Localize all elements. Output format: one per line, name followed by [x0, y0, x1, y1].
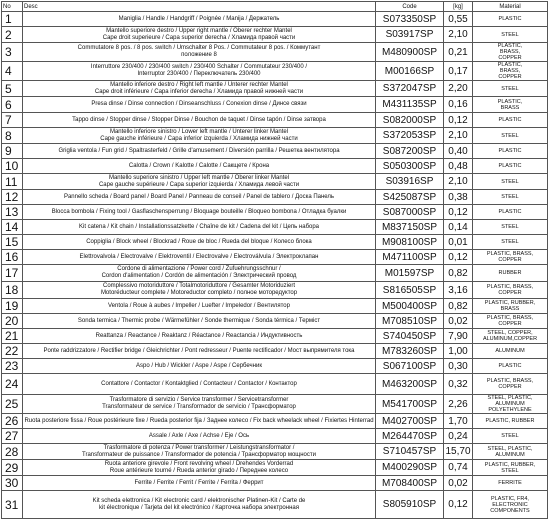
row-material-line: STEEL, PLASTIC,: [487, 445, 533, 452]
row-weight: 0,30: [444, 359, 473, 374]
row-material-line: STEEL, PLASTIC,: [487, 395, 533, 401]
row-weight: 2,10: [444, 27, 473, 43]
header-kg: [kg]: [444, 2, 473, 12]
row-description-line: Interruptor 230/400 / Переключатель 230/400: [137, 71, 261, 77]
table-row: [2, 113, 548, 128]
table-row: [2, 491, 548, 519]
row-material-line: COPPER: [498, 74, 522, 80]
row-material-line: PLASTIC: [498, 117, 522, 123]
row-material: [473, 414, 548, 429]
row-weight: 1,70: [444, 414, 473, 429]
row-material-line: PLASTIC, BRASS,: [486, 378, 534, 384]
row-weight: 0,82: [444, 265, 473, 282]
row-material-line: STEEL: [501, 178, 519, 185]
row-number: 3: [2, 43, 23, 62]
row-description: [23, 476, 376, 491]
row-code: S372053SP: [376, 128, 444, 144]
row-description: [23, 220, 376, 235]
row-material-line: STEEL: [501, 239, 519, 245]
row-number: 25: [2, 395, 23, 414]
table-row: [2, 329, 548, 344]
row-material: [473, 159, 548, 174]
row-description-line: Calotta / Crown / Kalotte / Calotte / Сакщете / Крона: [128, 162, 270, 169]
table-row: [2, 250, 548, 265]
row-description: [23, 429, 376, 444]
row-description: [23, 299, 376, 314]
row-number: 22: [2, 344, 23, 359]
row-material-line: ELECTRONIC: [492, 501, 528, 508]
row-number: 23: [2, 359, 23, 374]
row-description: [23, 314, 376, 329]
row-weight: 0,12: [444, 205, 473, 220]
row-description-line: Interruttore 230/400 / 230/400 switch / 230/400 Schalter / Commutateur 230/400 /: [90, 64, 308, 70]
row-description-line: Ferrite / Ferrite / Ferrit / Ferrite / Ferrita / Феррит: [134, 479, 264, 486]
row-material-line: PLASTIC, RUBBER,: [484, 461, 536, 468]
row-code: M708400SP: [376, 476, 444, 491]
table-row: [2, 174, 548, 190]
row-material-line: PLASTIC, RUBBER,: [484, 300, 536, 306]
row-material-line: COPPER: [498, 55, 522, 61]
row-description: [23, 374, 376, 395]
row-material: [473, 359, 548, 374]
table-row: [2, 62, 548, 81]
row-material: [473, 220, 548, 235]
row-weight: 2,26: [444, 395, 473, 414]
row-material: [473, 429, 548, 444]
header-desc: Desc: [23, 2, 376, 12]
row-material-line: PLASTIC: [498, 16, 522, 22]
row-description: [23, 12, 376, 27]
row-description: [23, 250, 376, 265]
row-description: [23, 97, 376, 113]
row-description-line: Cape droit inférieure / Capa inferior derecha / Хламида правой нижней части: [94, 88, 304, 95]
row-material-line: PLASTIC: [498, 163, 522, 169]
row-material-line: PLASTIC, RUBBER: [485, 418, 535, 424]
row-description-line: Commutatore 8 pos. / 8 pos. switch / Umschalter 8 Pos. / Commutateur 8 pos. / Коммутант: [77, 45, 321, 51]
row-material-line: STEEL, COPPER,: [487, 330, 533, 336]
row-weight: 0,48: [444, 159, 473, 174]
row-code: M908100SP: [376, 235, 444, 250]
row-description: [23, 43, 376, 62]
row-material: [473, 81, 548, 97]
row-material: [473, 374, 548, 395]
row-number: 18: [2, 282, 23, 299]
row-material: [473, 491, 548, 519]
row-number: 11: [2, 174, 23, 190]
row-number: 29: [2, 460, 23, 476]
table-row: [2, 27, 548, 43]
table-body: [2, 12, 548, 519]
row-material-line: POLYETHYLENE: [488, 407, 532, 413]
row-material-line: FERRITE: [498, 480, 522, 486]
row-weight: 0,38: [444, 190, 473, 205]
row-description-line: Transformateur de puissance / Transformador de potencia / Трансформатор мощности: [82, 451, 316, 458]
row-material-line: PLASTIC,: [497, 98, 523, 105]
row-description: [23, 62, 376, 81]
row-number: 20: [2, 314, 23, 329]
row-weight: 0,01: [444, 235, 473, 250]
table-header-row: [2, 2, 548, 12]
row-number: 16: [2, 250, 23, 265]
row-description-line: Coppiglia / Block wheel / Blockrad / Roue de bloc / Rueda del bloque / Колесо блока: [86, 238, 312, 245]
row-code: M01597SP: [376, 265, 444, 282]
row-material-line: PLASTIC, BRASS,: [486, 315, 534, 321]
row-material: [473, 12, 548, 27]
row-description: [23, 144, 376, 159]
row-code: S067100SP: [376, 359, 444, 374]
row-number: 19: [2, 299, 23, 314]
row-description: [23, 344, 376, 359]
row-material-line: COPPER: [498, 290, 522, 296]
row-description: [23, 329, 376, 344]
row-weight: 3,16: [444, 282, 473, 299]
row-code: M708510SP: [376, 314, 444, 329]
row-material-line: COPPER: [498, 321, 522, 327]
table-row: [2, 444, 548, 460]
row-description-line: Tappo dinse / Stopper dinse / Stopper Dinse / Bouchon de taquet / Dinse tapón / Dinse затвора: [72, 116, 326, 123]
row-description-line: Trasformatore di servizio / Service transformer / Servicetransformer: [109, 397, 289, 403]
row-material: [473, 235, 548, 250]
row-material: [473, 344, 548, 359]
table-row: [2, 395, 548, 414]
row-material-line: COPPER: [498, 384, 522, 390]
row-material-line: STEEL: [501, 132, 519, 139]
row-code: M400290SP: [376, 460, 444, 476]
table-row: [2, 429, 548, 444]
table-row: [2, 374, 548, 395]
row-description: [23, 395, 376, 414]
row-weight: 0,16: [444, 97, 473, 113]
row-material: [473, 43, 548, 62]
table-row: [2, 314, 548, 329]
row-material: [473, 395, 548, 414]
parts-table: [1, 1, 548, 519]
row-description-line: Mantello inferiore destro / Right left mantle / Unterer rechter Mantel: [110, 81, 288, 88]
row-material-line: STEEL: [501, 467, 519, 474]
row-material: [473, 190, 548, 205]
row-number: 4: [2, 62, 23, 81]
row-number: 5: [2, 81, 23, 97]
row-code: S816505SP: [376, 282, 444, 299]
row-weight: 0,02: [444, 476, 473, 491]
row-description-line: Trasformatore di potenza / Power transformer / Leistungstransformator /: [103, 444, 295, 451]
row-code: S805910SP: [376, 491, 444, 519]
row-number: 27: [2, 429, 23, 444]
row-material: [473, 113, 548, 128]
row-material: [473, 144, 548, 159]
row-description-line: Cape droit superieure / Capa superior derecha / Хламида правой части: [102, 34, 296, 41]
row-material-line: PLASTIC, BRASS,: [486, 284, 534, 290]
row-description: [23, 174, 376, 190]
row-description-line: Cape gauche inférieure / Capa inferior izquierda / Хламида нижней части: [100, 135, 298, 142]
row-code: M783260SP: [376, 344, 444, 359]
row-number: 9: [2, 144, 23, 159]
row-material: [473, 250, 548, 265]
table-row: [2, 299, 548, 314]
row-material-line: COMPONENTS: [490, 507, 530, 514]
row-material-line: ALUMINUM: [495, 348, 525, 354]
row-description-line: Ventola / Roue à aubes / Impeller / Luefter / Impeledor / Вентилятор: [108, 302, 290, 309]
row-weight: 2,10: [444, 174, 473, 190]
row-description: [23, 190, 376, 205]
row-description: [23, 359, 376, 374]
row-description-line: Complessivo motoriduttore / Totalmotoriduttore / Gesamter Motoriduziert: [103, 283, 295, 289]
row-number: 17: [2, 265, 23, 282]
row-code: S372047SP: [376, 81, 444, 97]
row-weight: 7,90: [444, 329, 473, 344]
table-row: [2, 128, 548, 144]
row-material-line: PLASTIC: [498, 148, 522, 154]
row-description-line: Presa dinse / Dinse connection / Dinseanschluss / Conexion dinse / Динсе связи: [91, 101, 307, 107]
row-code: M402700SP: [376, 414, 444, 429]
row-description: [23, 265, 376, 282]
row-code: M264470SP: [376, 429, 444, 444]
row-weight: 15,70: [444, 444, 473, 460]
row-description: [23, 414, 376, 429]
row-code: S087000SP: [376, 205, 444, 220]
row-description-line: Ruota anteriore girevole / Front revolving wheel / Drehendes Vorderrad: [104, 460, 294, 467]
row-number: 10: [2, 159, 23, 174]
table-row: [2, 205, 548, 220]
header-code: Code: [376, 2, 444, 12]
row-description-line: Pannello scheda / Board panel / Board Panel / Panneau de conseil / Panel de tablero / Доска Панель: [63, 193, 335, 200]
table-row: [2, 12, 548, 27]
row-description: [23, 444, 376, 460]
row-code: M837150SP: [376, 220, 444, 235]
row-material: [473, 282, 548, 299]
row-material: [473, 444, 548, 460]
row-material-line: BRASS: [500, 306, 520, 312]
row-number: 21: [2, 329, 23, 344]
row-code: S050300SP: [376, 159, 444, 174]
row-weight: 2,20: [444, 81, 473, 97]
row-description-line: Maniglia / Handle / Handgriff / Poignée / Manija / Держатель: [118, 15, 280, 22]
row-weight: 2,10: [444, 128, 473, 144]
row-material: [473, 27, 548, 43]
table-row: [2, 43, 548, 62]
row-material: [473, 97, 548, 113]
row-material: [473, 265, 548, 282]
row-description: [23, 128, 376, 144]
table-row: [2, 144, 548, 159]
row-code: S425087SP: [376, 190, 444, 205]
row-description: [23, 81, 376, 97]
table-row: [2, 159, 548, 174]
row-code: M00166SP: [376, 62, 444, 81]
row-weight: 1,00: [444, 344, 473, 359]
row-description-line: Griglia ventola / Fun grid / Spaltrasterfeld / Grille d'amusement / Diversión parrilla / Решетка вентилятора: [58, 147, 340, 154]
row-material-line: PLASTIC,: [497, 62, 523, 68]
row-weight: 0,32: [444, 374, 473, 395]
row-description-line: Cordone di alimentazione / Power cord / Zufuehrungsschnur /: [117, 266, 281, 272]
row-code: S082000SP: [376, 113, 444, 128]
row-number: 31: [2, 491, 23, 519]
row-weight: 0,14: [444, 220, 473, 235]
row-number: 13: [2, 205, 23, 220]
row-material-line: BRASS: [500, 104, 520, 111]
row-description-line: Cordon d'alimentation / Cordón de alimentación / Электрический провод: [101, 273, 297, 279]
row-number: 1: [2, 12, 23, 27]
row-description-line: Aspo / Hub / Wickler / Aspe / Aspe / Сербечник: [136, 362, 262, 369]
row-material-line: COPPER: [498, 257, 522, 263]
row-material-line: PLASTIC: [498, 209, 522, 215]
row-material-line: ALUMINUM: [495, 451, 525, 458]
row-description-line: Roue antérieure tourné / Rueda anterior girado / Переднее колесо: [109, 467, 289, 474]
header-material: Material: [473, 2, 548, 12]
row-weight: 0,02: [444, 314, 473, 329]
row-code: S073350SP: [376, 12, 444, 27]
table-row: [2, 265, 548, 282]
row-description-line: Motoréducteur complete / Motoreductor completo / полное моторедуктор: [100, 290, 298, 296]
row-material-line: STEEL: [501, 224, 519, 230]
table-row: [2, 190, 548, 205]
row-material-line: BRASS,: [499, 68, 521, 74]
row-weight: 0,40: [444, 144, 473, 159]
row-number: 26: [2, 414, 23, 429]
row-material-line: RUBBER: [498, 270, 522, 276]
row-description: [23, 159, 376, 174]
row-description-line: Cape gauche supérieure / Capa superior izquierda / Хламида левой части: [98, 181, 300, 188]
row-description: [23, 235, 376, 250]
row-material-line: ALUMINUM,COPPER: [482, 336, 538, 342]
table-row: [2, 359, 548, 374]
row-code: S710457SP: [376, 444, 444, 460]
row-weight: 0,17: [444, 62, 473, 81]
row-material-line: PLASTIC: [498, 363, 522, 369]
table-row: [2, 414, 548, 429]
row-weight: 0,74: [444, 460, 473, 476]
row-material-line: ALUMINUM: [495, 401, 525, 407]
row-weight: 0,82: [444, 299, 473, 314]
row-number: 2: [2, 27, 23, 43]
row-number: 8: [2, 128, 23, 144]
table-row: [2, 476, 548, 491]
row-number: 12: [2, 190, 23, 205]
header-no: No: [2, 2, 23, 12]
row-code: M431135SP: [376, 97, 444, 113]
row-description-line: Mantello inferiore sinistro / Lower left mantle / Unterer linker Mantel: [109, 128, 289, 135]
row-description-line: Ruota posteriore fissa / Roue postérieure fixe / Rueda posterior fija / Заднее колесо / Fix back wheelack wheel / Fixiertes Hinterrad: [24, 417, 374, 424]
row-material-line: STEEL: [501, 85, 519, 92]
row-weight: 0,21: [444, 43, 473, 62]
row-number: 15: [2, 235, 23, 250]
row-material: [473, 174, 548, 190]
row-description-line: Contattore / Contactor / Kontaktglied / Contacteur / Contactor / Контактор: [101, 380, 297, 387]
row-description-line: положение 8: [181, 52, 217, 58]
row-description: [23, 282, 376, 299]
row-material: [473, 205, 548, 220]
row-code: M471100SP: [376, 250, 444, 265]
row-description: [23, 27, 376, 43]
row-material: [473, 314, 548, 329]
row-code: S03917SP: [376, 27, 444, 43]
row-material-line: BRASS,: [499, 49, 521, 55]
row-description: [23, 460, 376, 476]
row-weight: 0,12: [444, 113, 473, 128]
row-description-line: Blocca bombola / Fixing tool / Gasflaschensperrung / Bloquage bouteille / Bloqueo bombona / Отладка буалки: [51, 208, 347, 215]
row-description-line: Reattanza / Reactance / Reaktanz / Réactance / Reactancia / Индуктивность: [95, 332, 303, 339]
row-number: 14: [2, 220, 23, 235]
row-material: [473, 128, 548, 144]
row-weight: 0,55: [444, 12, 473, 27]
table-row: [2, 220, 548, 235]
row-code: S03916SP: [376, 174, 444, 190]
row-code: M463200SP: [376, 374, 444, 395]
row-description-line: Assale / Axle / Axe / Achse / Eje / Ось: [148, 432, 250, 439]
row-code: S740450SP: [376, 329, 444, 344]
table-row: [2, 344, 548, 359]
row-material-line: PLASTIC,: [497, 43, 523, 49]
table-row: [2, 81, 548, 97]
row-number: 24: [2, 374, 23, 395]
row-number: 28: [2, 444, 23, 460]
row-material: [473, 299, 548, 314]
table-row: [2, 235, 548, 250]
row-description: [23, 113, 376, 128]
row-number: 6: [2, 97, 23, 113]
row-code: S087200SP: [376, 144, 444, 159]
row-material-line: STEEL: [501, 194, 519, 200]
row-material-line: PLASTIC, FR4,: [491, 495, 529, 502]
row-material: [473, 476, 548, 491]
row-material-line: STEEL: [501, 433, 519, 439]
row-weight: 0,12: [444, 491, 473, 519]
row-code: M480900SP: [376, 43, 444, 62]
row-number: 7: [2, 113, 23, 128]
row-weight: 0,12: [444, 250, 473, 265]
row-code: M541700SP: [376, 395, 444, 414]
row-material: [473, 62, 548, 81]
row-description-line: Transformateur de service / Transformador de servicio / Трансформатор: [102, 404, 296, 410]
row-description-line: Ponte raddrizzatore / Rectifier bridge / Gleichrichter / Pont redresseur / Puente rectificador / Мост выпрямителя тока: [43, 347, 355, 354]
table-row: [2, 97, 548, 113]
row-description-line: kit électronique / Tarjeta del kit electrónico / Карточка набора электронная: [99, 504, 299, 511]
row-weight: 0,24: [444, 429, 473, 444]
row-material-line: PLASTIC, BRASS,: [486, 251, 534, 257]
row-description-line: Kit catena / Kit chain / Installationssatzkette / Chaîne de kit / Cadena del kit / Цепь набора: [78, 223, 320, 230]
row-number: 30: [2, 476, 23, 491]
table-row: [2, 282, 548, 299]
row-description-line: Sonda termica / Thermic probe / Wärmefühler / Sonde thermique / Sonda térmica / Терміст: [77, 317, 321, 324]
row-description-line: Kit scheda elettronica / Kit electronic card / elektronischer Platinen-Kit / Carte de: [92, 497, 306, 504]
row-material: [473, 329, 548, 344]
row-description-line: Mantello superiore destro / Upper right mantle / Oberer rechter Mantel: [106, 27, 292, 34]
row-description-line: Mantello superiore sinistro / Upper left mantle / Oberer linker Mantel: [108, 174, 290, 181]
row-description: [23, 491, 376, 519]
row-description-line: Elettrovalvola / Electrovalve / Elektroventil / Electrovalve / Electroválvula / Электроклапан: [79, 253, 319, 260]
table-row: [2, 460, 548, 476]
row-description: [23, 205, 376, 220]
row-material: [473, 460, 548, 476]
row-material-line: STEEL: [501, 31, 519, 38]
row-code: M500400SP: [376, 299, 444, 314]
